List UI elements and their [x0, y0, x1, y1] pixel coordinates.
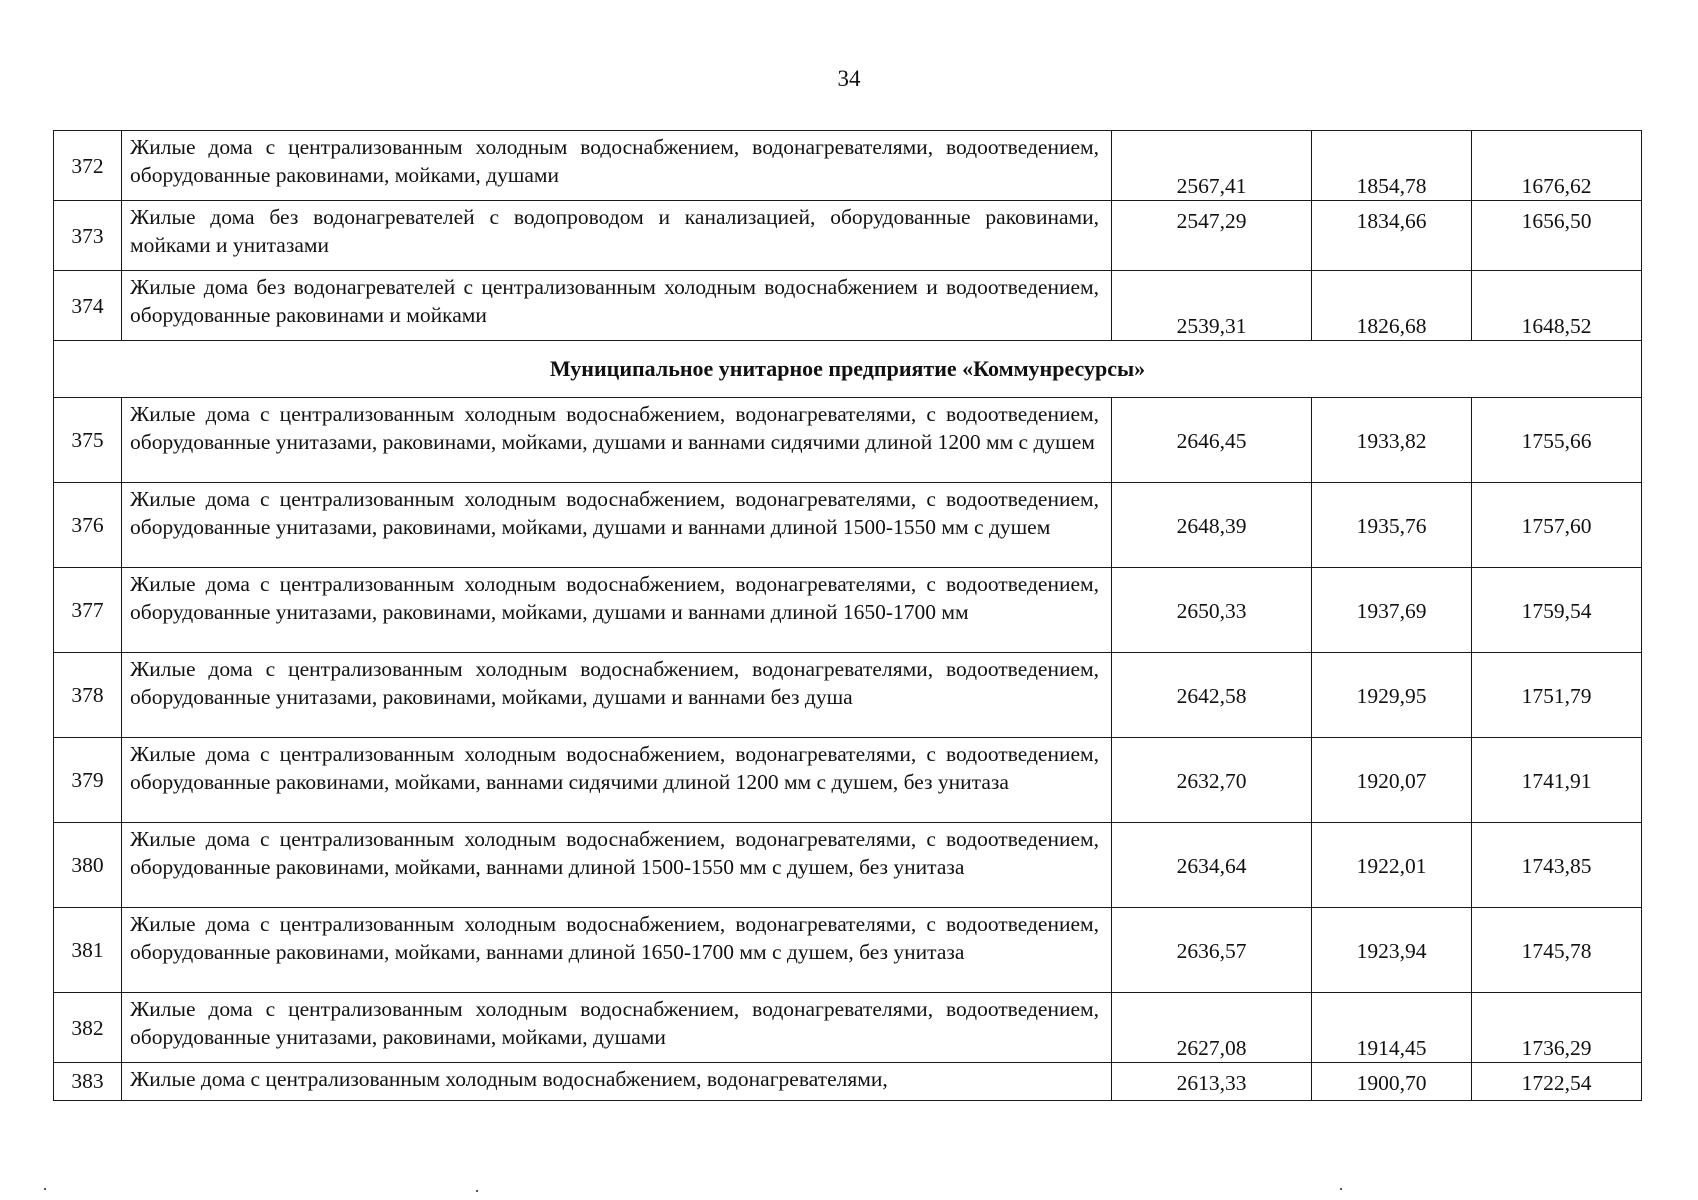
scan-speck	[1340, 1188, 1342, 1190]
value-col-1: 2634,64	[1112, 823, 1312, 908]
row-description: Жилые дома с централизованным холодным водоснабжением, водонагревателями, водоотведением, оборудованные раковинами, мойками, душами	[122, 131, 1112, 201]
tariff-table	[53, 130, 1642, 1101]
value-col-3: 1743,85	[1472, 823, 1642, 908]
value-col-2: 1834,66	[1312, 201, 1472, 271]
row-description: Жилые дома с централизованным холодным водоснабжением, водонагревателями, с водоотведением, оборудованные унитазами, раковинами, мойками, душами и ваннами длиной 1650-1700 мм	[122, 568, 1112, 653]
value-col-2: 1920,07	[1312, 738, 1472, 823]
table-row	[54, 201, 1642, 271]
value-col-1: 2650,33	[1112, 568, 1312, 653]
value-col-2: 1914,45	[1312, 993, 1472, 1063]
row-description: Жилые дома с централизованным холодным водоснабжением, водонагревателями, с водоотведением, оборудованные унитазами, раковинами, мойками, душами и ваннами длиной 1500-1550 мм с душем	[122, 483, 1112, 568]
value-col-3: 1656,50	[1472, 201, 1642, 271]
row-number: 374	[54, 271, 122, 341]
value-col-2: 1900,70	[1312, 1063, 1472, 1101]
value-col-1: 2642,58	[1112, 653, 1312, 738]
value-col-1: 2567,41	[1112, 131, 1312, 201]
row-number: 378	[54, 653, 122, 738]
row-description: Жилые дома с централизованным холодным водоснабжением, водонагревателями, с водоотведением, оборудованные унитазами, раковинами, мойками, душами и ваннами сидячими длиной 1200 мм с душем	[122, 398, 1112, 483]
value-col-1: 2636,57	[1112, 908, 1312, 993]
value-col-2: 1854,78	[1312, 131, 1472, 201]
scan-speck	[44, 1188, 46, 1190]
table-row	[54, 271, 1642, 341]
row-description: Жилые дома с централизованным холодным водоснабжением, водонагревателями, с водоотведением, оборудованные раковинами, мойками, ваннами длиной 1650-1700 мм с душем, без унитаза	[122, 908, 1112, 993]
row-number: 377	[54, 568, 122, 653]
value-col-1: 2648,39	[1112, 483, 1312, 568]
value-col-1: 2613,33	[1112, 1063, 1312, 1101]
value-col-3: 1722,54	[1472, 1063, 1642, 1101]
table-row	[54, 1063, 1642, 1101]
table-row	[54, 398, 1642, 483]
table-row	[54, 823, 1642, 908]
row-description: Жилые дома без водонагревателей с централизованным холодным водоснабжением и водоотведением, оборудованные раковинами и мойками	[122, 271, 1112, 341]
table-row	[54, 993, 1642, 1063]
value-col-2: 1826,68	[1312, 271, 1472, 341]
table-row	[54, 131, 1642, 201]
table-row	[54, 738, 1642, 823]
value-col-1: 2632,70	[1112, 738, 1312, 823]
value-col-1: 2627,08	[1112, 993, 1312, 1063]
row-description: Жилые дома с централизованным холодным водоснабжением, водонагревателями, с водоотведением, оборудованные раковинами, мойками, ваннами длиной 1500-1550 мм с душем, без унитаза	[122, 823, 1112, 908]
value-col-2: 1929,95	[1312, 653, 1472, 738]
row-description: Жилые дома с централизованным холодным водоснабжением, водонагревателями,	[122, 1063, 1112, 1101]
section-header-row	[54, 341, 1642, 398]
value-col-2: 1937,69	[1312, 568, 1472, 653]
table-row	[54, 908, 1642, 993]
value-col-3: 1745,78	[1472, 908, 1642, 993]
value-col-1: 2547,29	[1112, 201, 1312, 271]
row-number: 380	[54, 823, 122, 908]
row-number: 382	[54, 993, 122, 1063]
value-col-3: 1755,66	[1472, 398, 1642, 483]
value-col-1: 2646,45	[1112, 398, 1312, 483]
row-number: 376	[54, 483, 122, 568]
row-description: Жилые дома без водонагревателей с водопроводом и канализацией, оборудованные раковинами, мойками и унитазами	[122, 201, 1112, 271]
table-row	[54, 483, 1642, 568]
value-col-2: 1922,01	[1312, 823, 1472, 908]
value-col-2: 1935,76	[1312, 483, 1472, 568]
row-number: 373	[54, 201, 122, 271]
value-col-3: 1676,62	[1472, 131, 1642, 201]
value-col-3: 1757,60	[1472, 483, 1642, 568]
section-title: Муниципальное унитарное предприятие «Коммунресурсы»	[54, 341, 1642, 398]
value-col-3: 1751,79	[1472, 653, 1642, 738]
value-col-3: 1736,29	[1472, 993, 1642, 1063]
row-description: Жилые дома с централизованным холодным водоснабжением, водонагревателями, водоотведением, оборудованные унитазами, раковинами, мойками, душами и ваннами без душа	[122, 653, 1112, 738]
row-description: Жилые дома с централизованным холодным водоснабжением, водонагревателями, водоотведением, оборудованные унитазами, раковинами, мойками, душами	[122, 993, 1112, 1063]
value-col-2: 1933,82	[1312, 398, 1472, 483]
row-number: 383	[54, 1063, 122, 1101]
row-number: 375	[54, 398, 122, 483]
row-description: Жилые дома с централизованным холодным водоснабжением, водонагревателями, с водоотведением, оборудованные раковинами, мойками, ваннами сидячими длиной 1200 мм с душем, без унитаза	[122, 738, 1112, 823]
row-number: 372	[54, 131, 122, 201]
value-col-2: 1923,94	[1312, 908, 1472, 993]
value-col-1: 2539,31	[1112, 271, 1312, 341]
row-number: 381	[54, 908, 122, 993]
table-row	[54, 653, 1642, 738]
row-number: 379	[54, 738, 122, 823]
table-row	[54, 568, 1642, 653]
scan-speck	[476, 1190, 478, 1192]
value-col-3: 1648,52	[1472, 271, 1642, 341]
value-col-3: 1741,91	[1472, 738, 1642, 823]
page-number: 34	[837, 66, 861, 91]
value-col-3: 1759,54	[1472, 568, 1642, 653]
